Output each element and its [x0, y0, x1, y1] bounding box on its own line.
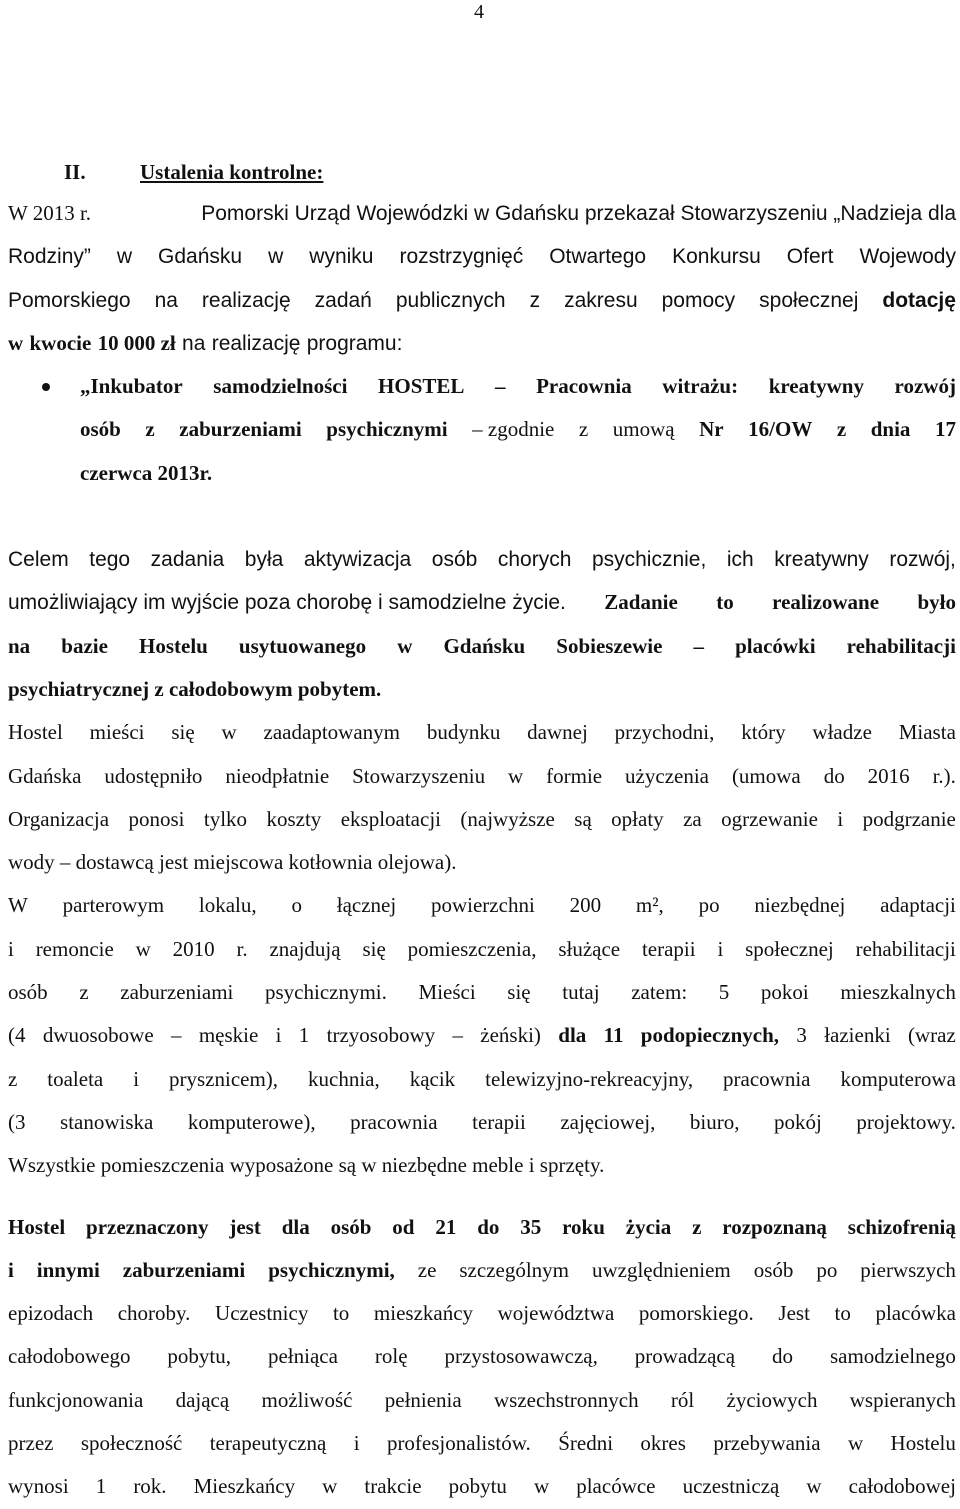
word: w: [806, 1474, 822, 1499]
section-heading: [8, 152, 956, 192]
text-line: [8, 538, 956, 581]
word: Sobieszewie: [556, 633, 663, 658]
word: pełniąca: [267, 1344, 338, 1369]
word: i: [717, 936, 724, 961]
word: Jest: [778, 1301, 810, 1326]
word: przebywania: [713, 1431, 821, 1456]
word: realizowane: [772, 590, 880, 615]
word: eksploatacji: [340, 806, 441, 831]
word: Organizacja: [8, 806, 110, 831]
word: to: [834, 1301, 851, 1326]
word: podgrzanie: [862, 806, 956, 831]
text-line: [8, 928, 956, 971]
word: dawnej: [527, 720, 588, 745]
word: programu:: [306, 331, 403, 355]
text-line: [8, 1014, 956, 1057]
word: Mieszkańcy: [193, 1474, 296, 1499]
word: 35: [520, 1214, 542, 1239]
text-span: Wszystkie pomieszczenia wyposażone są w niezbędne meble i sprzęty.: [8, 1153, 605, 1178]
word: i: [837, 806, 844, 831]
word: innymi: [36, 1257, 100, 1282]
word: za: [683, 806, 702, 831]
word: łącznej: [336, 893, 397, 918]
word: społeczność: [80, 1431, 183, 1456]
word: pobytu: [448, 1474, 507, 1499]
word: Hostelu: [890, 1431, 956, 1456]
word: r.: [236, 936, 248, 961]
word: Hostelu: [139, 633, 208, 658]
word: wspieranych: [849, 1387, 956, 1412]
word: okres: [640, 1431, 686, 1456]
word: formie: [546, 763, 603, 788]
word: na: [8, 633, 31, 658]
text-span: czerwca 2013r.: [80, 460, 213, 485]
word: władze: [812, 720, 872, 745]
text-line: [8, 625, 956, 668]
word: przeznaczony: [86, 1214, 209, 1239]
word: osób: [8, 980, 48, 1005]
word: zakresu: [564, 288, 638, 312]
section-title: Ustalenia kontrolne:: [140, 160, 324, 184]
word: toaleta: [47, 1066, 104, 1091]
word: (3: [8, 1109, 26, 1134]
text-line: [8, 971, 956, 1014]
word: osób: [330, 1214, 372, 1239]
word: tego: [89, 548, 131, 572]
word: trzyosobowy: [326, 1023, 436, 1048]
word: rozwój,: [889, 548, 956, 572]
word: osób: [80, 417, 121, 442]
text-line: [8, 1249, 956, 1292]
text-line: [8, 1058, 956, 1101]
word: społecznej: [759, 288, 859, 312]
word: z: [529, 288, 541, 312]
word: telewizyjno-rekreacyjny,: [485, 1066, 694, 1091]
word: placówki: [735, 633, 816, 658]
paragraph-spacer: [8, 1188, 956, 1206]
word: się: [362, 936, 386, 961]
text-line: [8, 1292, 956, 1335]
word: w: [135, 936, 151, 961]
word: Ofert: [786, 245, 834, 269]
word: osób: [753, 1257, 794, 1282]
word: kwocie: [29, 330, 92, 355]
text-line: [80, 365, 956, 408]
word: komputerowa: [840, 1066, 956, 1091]
paragraph-premises: [8, 884, 956, 1187]
text-line: [8, 1422, 956, 1465]
word: –: [693, 633, 704, 658]
word: roku: [562, 1214, 605, 1239]
word: rozpoznaną: [722, 1214, 827, 1239]
text-line: [8, 1206, 956, 1249]
word: realizację: [211, 331, 301, 355]
word: tutaj: [562, 980, 600, 1005]
word: do: [823, 763, 845, 788]
word: W: [8, 893, 28, 918]
word: zaadaptowanym: [263, 720, 400, 745]
word: zadań: [314, 288, 372, 312]
word: tylko: [203, 806, 248, 831]
word: Średni: [558, 1431, 614, 1456]
word: znajdują: [269, 936, 341, 961]
word: pierwszych: [860, 1257, 956, 1282]
word: budynku: [426, 720, 501, 745]
page-number: 4: [474, 1, 484, 23]
word: komputerowe),: [187, 1109, 316, 1134]
word: rok.: [133, 1474, 167, 1499]
word: było: [917, 590, 956, 615]
word: mieszkańcy: [373, 1301, 474, 1326]
text-line: [8, 755, 956, 798]
text-span: psychiatrycznej z całodobowym pobytem.: [8, 676, 382, 701]
word: zadania: [150, 548, 225, 572]
word: biuro,: [689, 1109, 740, 1134]
word: profesjonalistów.: [386, 1431, 531, 1456]
word: z: [145, 417, 155, 442]
word: w: [8, 330, 24, 355]
word: samodzielności: [213, 374, 348, 399]
word: całodobowego: [8, 1344, 131, 1369]
word: koszty: [266, 806, 322, 831]
word: z: [79, 980, 89, 1005]
word: rozwój: [894, 374, 956, 399]
word: na: [154, 288, 178, 312]
word: adaptacji: [880, 893, 956, 918]
word: Hostel: [8, 720, 63, 745]
word: użyczenia: [625, 763, 709, 788]
word: Otwartego: [549, 245, 647, 269]
word: 1: [95, 1474, 107, 1499]
word: podopiecznych,: [640, 1023, 780, 1048]
word: Nr: [699, 417, 724, 442]
word: placówka: [875, 1301, 956, 1326]
word: epizodach: [8, 1301, 94, 1326]
word: ich: [726, 548, 754, 572]
text-span: wody – dostawcą jest miejscowa kotłownia olejowa).: [8, 850, 457, 875]
word: to: [716, 590, 734, 615]
word: psychicznymi: [326, 417, 448, 442]
word: bazie: [61, 633, 108, 658]
word: lokalu,: [198, 893, 257, 918]
text-span: W 2013 r.: [8, 201, 92, 225]
word: społecznej: [745, 936, 834, 961]
word: 5: [718, 980, 730, 1005]
word: powierzchni: [430, 893, 535, 918]
word: w: [322, 1474, 338, 1499]
document-body: [8, 152, 956, 1509]
word: terapeutyczną: [209, 1431, 327, 1456]
word: –: [170, 1023, 182, 1048]
text-line: [8, 711, 956, 754]
word: 11: [603, 1023, 624, 1048]
word: Gdańsku: [443, 633, 526, 658]
word: funkcjonowania: [8, 1387, 144, 1412]
word: Hostel: [8, 1214, 66, 1239]
word: opłaty: [611, 806, 664, 831]
paragraph-target-group: [8, 1206, 956, 1509]
text-line: [8, 279, 956, 322]
word: w: [847, 1431, 864, 1456]
word: 2016: [867, 763, 910, 788]
word: pomorskiego.: [638, 1301, 754, 1326]
word: dwuosobowe: [42, 1023, 154, 1048]
word: Konkursu: [672, 245, 761, 269]
word: wynosi: [8, 1474, 69, 1499]
word: w: [116, 245, 133, 269]
word: Stowarzyszeniu: [352, 763, 486, 788]
word: pomieszczenia,: [407, 936, 537, 961]
text-line: [80, 452, 956, 495]
word: schizofrenią: [847, 1214, 956, 1239]
word: Pracownia: [536, 374, 632, 399]
word: wszechstronnych: [494, 1387, 639, 1412]
word: po: [698, 893, 720, 918]
word: –: [452, 1023, 463, 1048]
word: w: [268, 245, 284, 269]
word: 21: [435, 1214, 457, 1239]
text-line: [8, 1335, 956, 1378]
word: ogrzewanie: [721, 806, 818, 831]
word: na: [182, 331, 206, 355]
word: z: [836, 417, 847, 442]
text-line: [8, 322, 956, 365]
word: przychodni,: [614, 720, 715, 745]
word: to: [332, 1301, 350, 1326]
word: pracownia: [350, 1109, 438, 1134]
word: możliwość: [261, 1387, 353, 1412]
word: prowadzącą: [634, 1344, 736, 1369]
word: zajęciowej,: [560, 1109, 656, 1134]
word: są: [574, 806, 592, 831]
text-line: [8, 668, 956, 711]
text-line: [80, 408, 956, 451]
word: –: [494, 374, 506, 399]
text-line: [8, 235, 956, 278]
text-line: [8, 192, 956, 235]
word: 10 000 zł: [97, 330, 176, 355]
word: (umowa: [731, 763, 801, 788]
paragraph-building: [8, 711, 956, 884]
word: i: [353, 1431, 360, 1456]
word: do: [477, 1214, 500, 1239]
word: uczestniczą: [682, 1474, 780, 1499]
word: o: [291, 893, 302, 918]
word: psychicznymi,: [268, 1257, 395, 1282]
word: i: [133, 1066, 140, 1091]
word: psychicznie,: [591, 548, 707, 572]
word: m²,: [635, 893, 664, 918]
word: Rodziny”: [8, 245, 91, 269]
word: 17: [934, 417, 956, 442]
word: jest: [229, 1214, 261, 1239]
word: samodzielnego: [829, 1344, 956, 1369]
word: Gdańska: [8, 763, 82, 788]
word: w: [221, 720, 237, 745]
text-span: Pomorski Urząd Wojewódzki w Gdańsku przekazał Stowarzyszeniu „Nadzieja dla: [201, 202, 956, 225]
word: publicznych: [395, 288, 506, 312]
word: dotację: [882, 288, 956, 312]
word: – zgodnie: [472, 417, 555, 442]
word: (najwyższe: [460, 806, 555, 831]
word: remoncie: [35, 936, 114, 961]
word: umową: [612, 417, 675, 442]
word: zaburzeniami: [120, 980, 234, 1005]
word: 16/OW: [748, 417, 813, 442]
text-line: [8, 581, 956, 624]
word: nieodpłatnie: [225, 763, 330, 788]
word: łazienki: [824, 1023, 891, 1048]
word: od: [392, 1214, 415, 1239]
word: usytuowanego: [238, 633, 367, 658]
word: 1: [298, 1023, 310, 1048]
word: realizację: [201, 288, 291, 312]
word: (4: [8, 1023, 26, 1048]
word: z: [578, 417, 589, 442]
word: 2010: [172, 936, 215, 961]
word: do: [772, 1344, 794, 1369]
word: chorych: [497, 548, 572, 572]
word: r.).: [932, 763, 956, 788]
word: pokój: [773, 1109, 822, 1134]
text-line: [8, 841, 956, 884]
word: który: [741, 720, 786, 745]
word: była: [244, 548, 284, 572]
word: w: [397, 633, 413, 658]
word: się: [507, 980, 531, 1005]
word: zatem:: [631, 980, 688, 1005]
word: życia: [625, 1214, 672, 1239]
word: ze: [417, 1257, 437, 1282]
word: służące: [558, 936, 621, 961]
text-line: [8, 1101, 956, 1144]
word: prysznicem),: [169, 1066, 279, 1091]
word: ponosi: [128, 806, 185, 831]
word: pobytu,: [167, 1344, 232, 1369]
word: witrażu:: [662, 374, 739, 399]
word: w: [508, 763, 524, 788]
word: osób: [431, 548, 478, 572]
word: życiowych: [726, 1387, 818, 1412]
word: rozstrzygnięć: [399, 245, 524, 269]
word: kącik: [409, 1066, 456, 1091]
paragraph-goal: [8, 538, 956, 711]
word: pracownia: [723, 1066, 811, 1091]
word: i: [275, 1023, 282, 1048]
word: mieszkalnych: [840, 980, 956, 1005]
word: pełnienia: [384, 1387, 462, 1412]
word: po: [816, 1257, 838, 1282]
word: męskie: [198, 1023, 259, 1048]
word: się: [171, 720, 195, 745]
word: Uczestnicy: [215, 1301, 309, 1326]
word: z: [692, 1214, 702, 1239]
word: aktywizacja: [303, 548, 412, 572]
word: dla: [558, 1023, 587, 1048]
word: kuchnia,: [308, 1066, 380, 1091]
word: rehabilitacji: [846, 633, 956, 658]
word: rehabilitacji: [855, 936, 956, 961]
word: z: [8, 1066, 18, 1091]
text-line: [8, 1465, 956, 1508]
word: przystosowawczą,: [444, 1344, 598, 1369]
text-line: [8, 884, 956, 927]
word: choroby.: [117, 1301, 191, 1326]
word: dnia: [870, 417, 911, 442]
text-line: [8, 1144, 956, 1187]
word: zaburzeniami: [122, 1257, 246, 1282]
word: ról: [670, 1387, 695, 1412]
word: kreatywny: [768, 374, 864, 399]
word: parterowym: [62, 893, 165, 918]
word: (wraz: [908, 1023, 956, 1048]
word: i: [8, 1257, 14, 1282]
word: „Inkubator: [80, 374, 183, 399]
word: niezbędnej: [754, 893, 846, 918]
text-line: [8, 798, 956, 841]
word: i: [8, 936, 14, 961]
word: dającą: [175, 1387, 230, 1412]
word: szczególnym: [459, 1257, 569, 1282]
paragraph-grant: [8, 192, 956, 365]
word: placówce: [576, 1474, 656, 1499]
text-line: [8, 1379, 956, 1422]
word: rolę: [374, 1344, 408, 1369]
word: wyniku: [309, 245, 374, 269]
paragraph-spacer: [8, 495, 956, 538]
word: psychicznymi.: [265, 980, 387, 1005]
word: całodobowej: [848, 1474, 956, 1499]
section-number: II.: [64, 160, 86, 184]
word: uwzględnieniem: [591, 1257, 731, 1282]
word: 200: [569, 893, 602, 918]
word: terapii: [472, 1109, 526, 1134]
word: Gdańsku: [158, 245, 243, 269]
word: Pomorskiego: [8, 288, 131, 312]
word: udostępniło: [104, 763, 203, 788]
word: dla: [281, 1214, 310, 1239]
word: mieści: [89, 720, 145, 745]
word: HOSTEL: [378, 374, 465, 399]
word: w: [533, 1474, 550, 1499]
word: stanowiska: [60, 1109, 154, 1134]
bullet-item: [8, 365, 956, 495]
word: żeński): [480, 1023, 541, 1048]
word: pomocy: [661, 288, 736, 312]
text-span: umożliwiający im wyjście poza chorobę i samodzielne życie.: [8, 591, 566, 615]
word: kreatywny: [774, 548, 869, 572]
word: przez: [8, 1431, 54, 1456]
word: terapii: [641, 936, 696, 961]
word: projektowy.: [856, 1109, 956, 1134]
word: Celem: [8, 548, 69, 572]
word: województwa: [497, 1301, 615, 1326]
word: zaburzeniami: [179, 417, 302, 442]
word: Mieści: [418, 980, 476, 1005]
bullet-icon: [42, 383, 50, 391]
word: Miasta: [898, 720, 956, 745]
word: Wojewody: [859, 245, 956, 269]
word: Zadanie: [604, 590, 678, 615]
word: 3: [796, 1023, 807, 1048]
word: pokoi: [760, 980, 809, 1005]
word: trakcie: [364, 1474, 422, 1499]
